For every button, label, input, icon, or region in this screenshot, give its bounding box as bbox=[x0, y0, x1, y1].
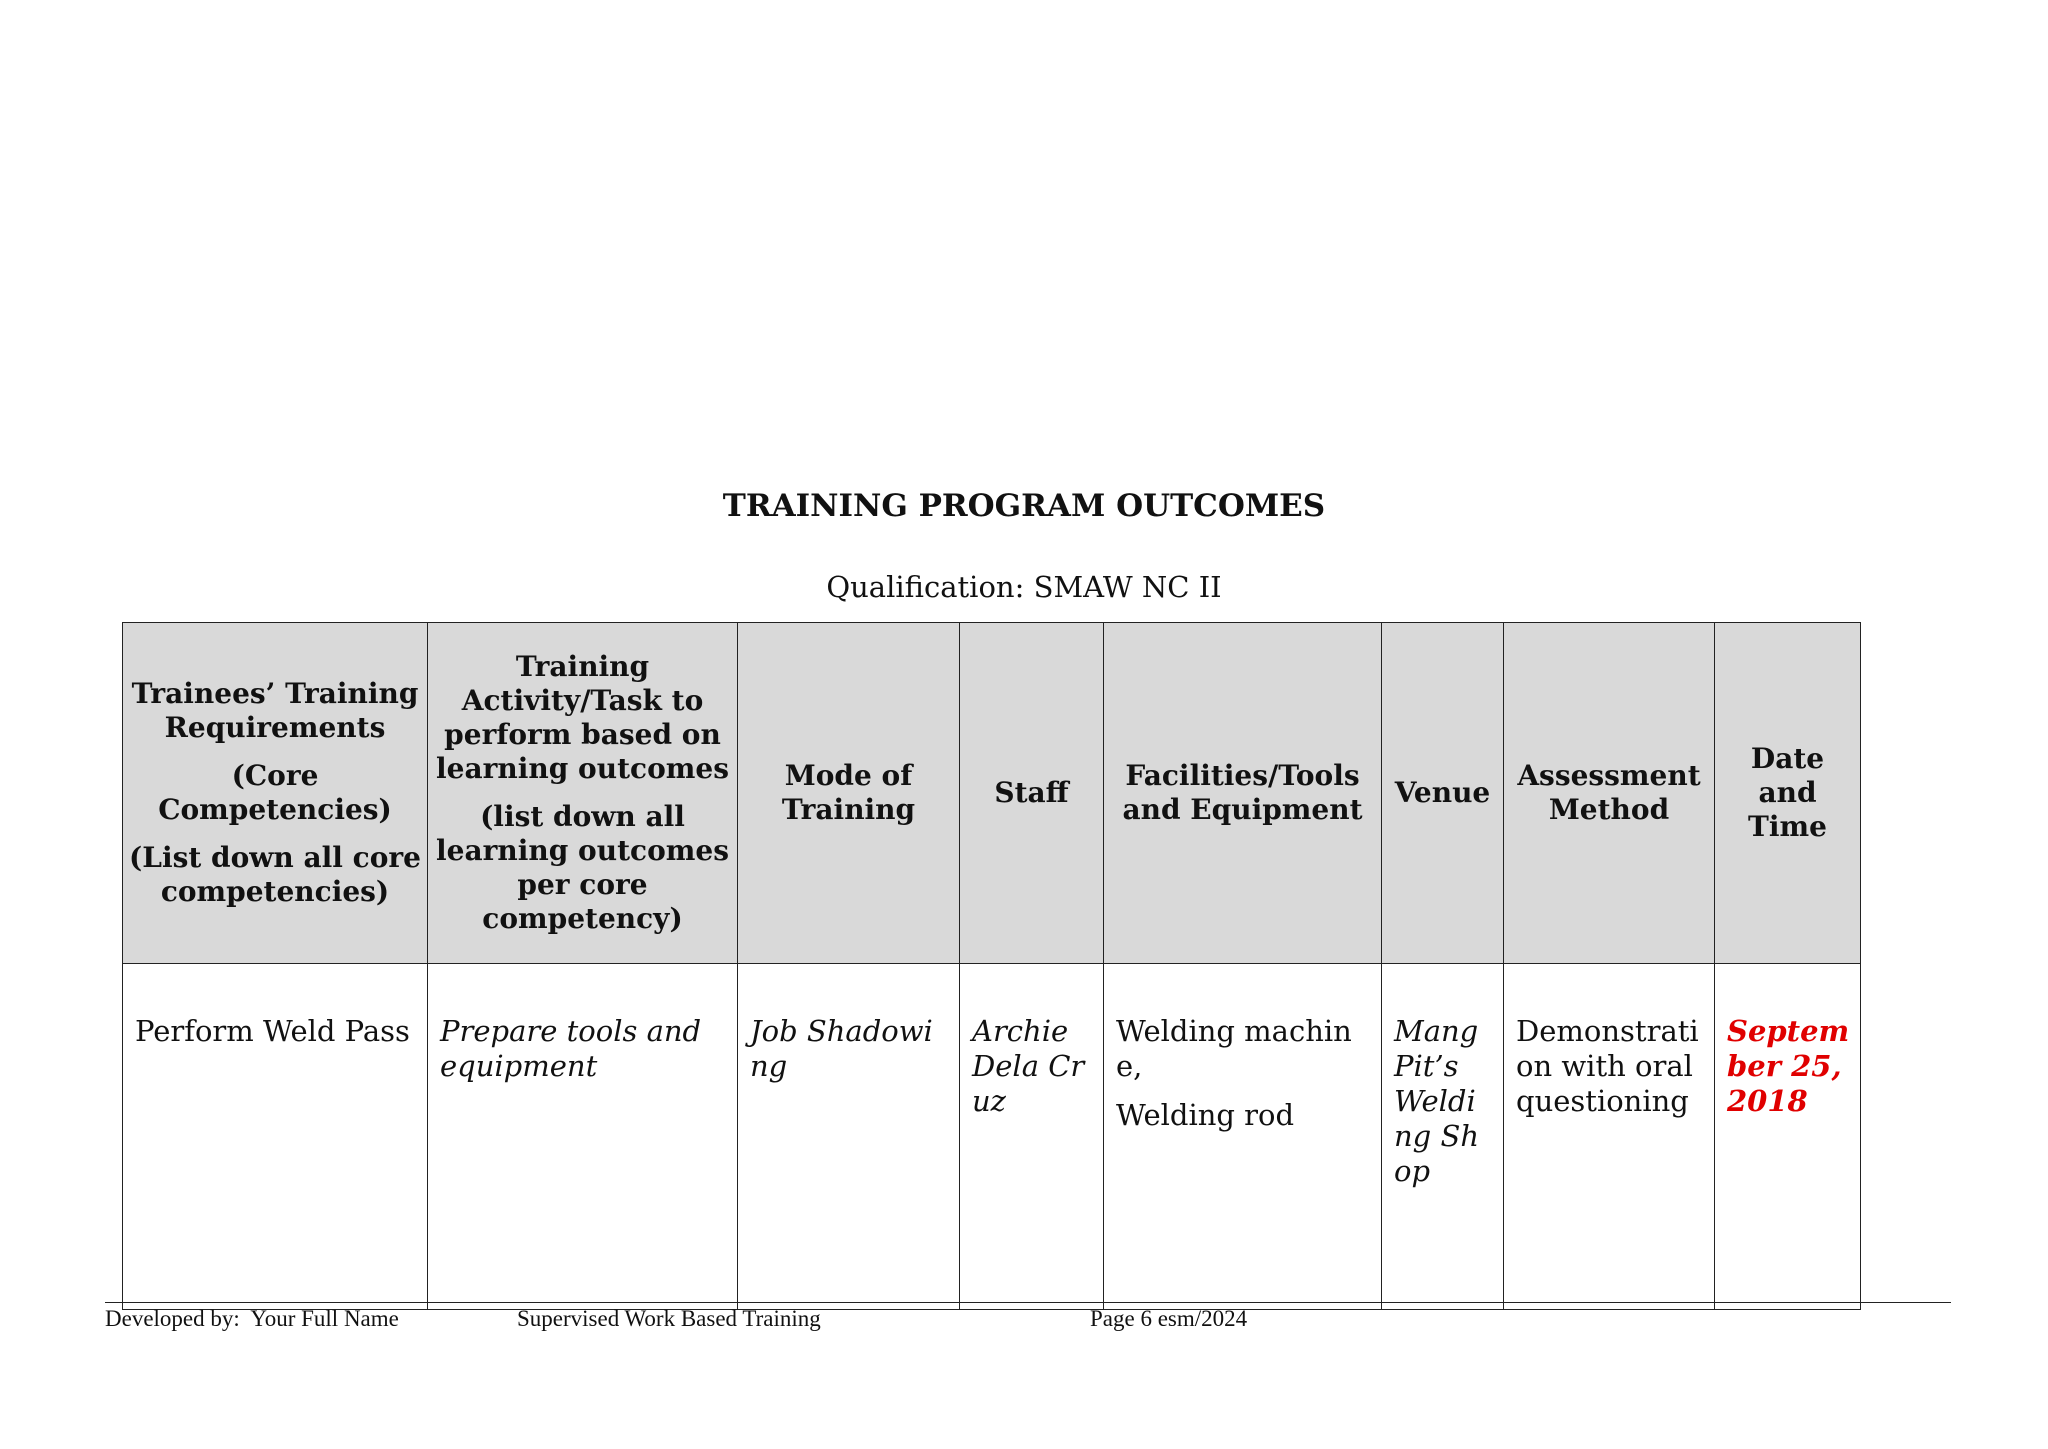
header-line: Facilities/Tools and Equipment bbox=[1122, 759, 1363, 826]
facility-item: Welding rod bbox=[1116, 1098, 1295, 1132]
header-facilities bbox=[1104, 623, 1382, 964]
header-line: Training Activity/Task to perform based on learning outcomes bbox=[436, 650, 729, 785]
header-mode-of-training bbox=[738, 623, 960, 964]
cell-activity: Prepare tools and equipment bbox=[428, 964, 738, 1310]
header-trainees-requirements bbox=[123, 623, 428, 964]
facility-item: Welding machine, bbox=[1116, 1014, 1352, 1083]
cell-venue: Mang Pit’s Welding Shop bbox=[1382, 964, 1504, 1310]
header-line: (List down all core competencies) bbox=[129, 841, 421, 908]
header-row bbox=[123, 623, 1861, 964]
header-date-and-time bbox=[1715, 623, 1861, 964]
qualification-line: Qualification: SMAW NC II bbox=[826, 570, 1222, 604]
header-assessment-method bbox=[1504, 623, 1715, 964]
header-line: Venue bbox=[1394, 776, 1491, 809]
cell-mode: Job Shadowing bbox=[738, 964, 960, 1310]
header-line: (Core Competencies) bbox=[158, 759, 392, 826]
cell-assessment: Demonstration with oral questioning bbox=[1504, 964, 1715, 1310]
cell-date: September 25, 2018 bbox=[1715, 964, 1861, 1310]
header-line: Date and Time bbox=[1748, 742, 1827, 843]
table-row bbox=[123, 964, 1861, 1310]
footer-page-number: Page 6 esm/2024 bbox=[1090, 1306, 1248, 1331]
header-line: Mode of Training bbox=[781, 759, 916, 826]
footer-program: Supervised Work Based Training bbox=[517, 1306, 821, 1331]
footer-divider bbox=[105, 1302, 1951, 1303]
header-line: Staff bbox=[994, 776, 1069, 809]
training-outcomes-table bbox=[122, 622, 1861, 1310]
header-staff bbox=[960, 623, 1104, 964]
cell-requirement: Perform Weld Pass bbox=[123, 964, 428, 1310]
header-line: (list down all learning outcomes per core competency) bbox=[436, 800, 729, 935]
header-venue bbox=[1382, 623, 1504, 964]
cell-facilities bbox=[1104, 964, 1382, 1310]
header-training-activity bbox=[428, 623, 738, 964]
footer-developed-by: Developed by: Your Full Name bbox=[105, 1306, 399, 1331]
header-line: Trainees’ Training Requirements bbox=[131, 677, 419, 744]
page-title: TRAINING PROGRAM OUTCOMES bbox=[722, 488, 1326, 524]
header-line: Assessment Method bbox=[1517, 759, 1701, 826]
cell-staff: Archie Dela Cruz bbox=[960, 964, 1104, 1310]
